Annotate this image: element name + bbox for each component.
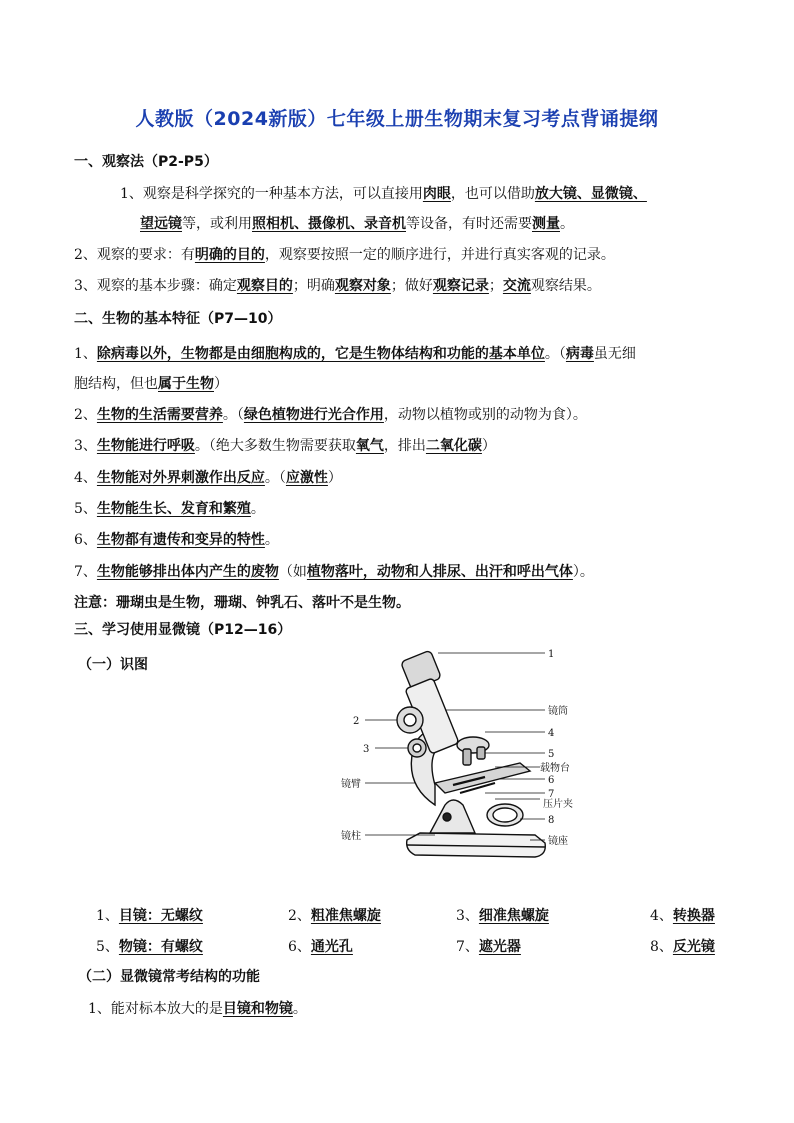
s1-paragraph-3 [74,276,732,296]
s2-item-4 [74,468,732,488]
text: 5、 [74,501,97,517]
text: （如 [278,564,307,580]
text: 。（ [222,407,244,423]
s3-function-1 [88,999,732,1019]
s2-item-6 [74,530,732,550]
text: 。 [560,216,574,232]
keyword: 目镜和物镜 [222,1001,293,1017]
text: 。（绝大多数生物需要获取 [194,438,356,454]
s2-note: 注意：珊瑚虫是生物，珊瑚、钟乳石、落叶不是生物。 [74,595,410,611]
text: 3、 [74,438,97,454]
text: ） [327,470,342,486]
text: 2、观察的要求：有 [74,247,195,263]
part-name: 反光镜 [672,939,715,955]
text: ； [488,278,503,294]
keyword: 肉眼 [422,186,451,202]
text: 。 [292,1001,307,1017]
text: 。 [250,501,265,517]
document-title: 人教版（2024新版）七年级上册生物期末复习考点背诵提纲 [135,108,659,130]
keyword: 除病毒以外，生物都是由细胞构成的，它是生物体结构和功能的基本单位 [96,346,545,362]
fig-label-2: 2 [353,716,360,727]
text: ，排出 [383,438,426,454]
part-6 [288,937,353,957]
microscope-figure [335,645,595,870]
keyword: 明确的目的 [194,247,265,263]
keyword: 植物落叶，动物和人排尿、出汗和呼出气体 [306,564,573,580]
keyword: 观察记录 [432,278,489,294]
s2-item-3 [74,436,732,456]
text: 。（ [544,346,566,362]
text: 等，或利用 [182,216,252,232]
keyword: 生物能生长、发育和繁殖 [96,501,251,517]
text: ；明确 [292,278,335,294]
text: ，动物以植物或别的动物为食）。 [383,407,587,423]
keyword: 生物的生活需要营养 [96,407,223,423]
fig-label-jingzuo: 镜座 [548,836,568,847]
fig-label-3: 3 [363,744,370,755]
keyword: 观察对象 [334,278,391,294]
s2-item-1-cont [74,374,732,394]
keyword: 照相机、摄像机、录音机 [252,216,406,232]
text: ）。 [572,564,594,580]
text: 3、观察的基本步骤：确定 [74,278,237,294]
text: 2、 [74,407,97,423]
part-name: 通光孔 [310,939,353,955]
part-8 [650,937,715,957]
keyword: 属于生物 [158,376,214,392]
keyword: 测量 [532,216,560,232]
part-name: 物镜：有螺纹 [118,939,203,955]
keyword: 绿色植物进行光合作用 [243,407,384,423]
part-name: 遮光器 [478,939,521,955]
text: 。 [264,532,279,548]
s2-item-5 [74,499,732,519]
sub-heading-identify-figure: （一）识图 [78,657,148,673]
section-1-heading: 一、观察法（P2-P5） [74,154,218,170]
text: ，观察要按照一定的顺序进行，并进行真实客观的记录。 [264,247,615,263]
keyword: 二氧化碳 [425,438,482,454]
fig-label-zaiwutai: 载物台 [540,763,570,774]
section-3-heading: 三、学习使用显微镜（P12—16） [74,622,292,638]
fig-label-7: 7 [548,789,555,800]
section-2-heading: 二、生物的基本特征（P7—10） [74,311,282,327]
keyword: 生物能够排出体内产生的废物 [96,564,279,580]
part-5 [96,937,203,957]
part-name: 粗准焦螺旋 [310,908,381,924]
text: 观察结果。 [530,278,601,294]
keyword: 氧气 [355,438,384,454]
s1-paragraph-2 [74,245,732,265]
part-number: 4、 [650,908,673,924]
part-number: 6、 [288,939,311,955]
keyword: 应激性 [285,470,328,486]
text: 胞结构，但也 [74,376,158,392]
keyword: 观察目的 [236,278,293,294]
microscope-illustration [335,645,595,870]
s1-paragraph-1-cont [140,214,732,234]
fig-label-yapianjia: 压片夹 [543,799,573,810]
keyword: 生物都有遗传和变异的特性 [96,532,265,548]
part-3 [456,906,549,926]
part-name: 转换器 [672,908,715,924]
keyword: 生物能进行呼吸 [96,438,195,454]
text: ；做好 [390,278,433,294]
s2-item-2 [74,405,732,425]
keyword: 交流 [502,278,531,294]
sub-heading-functions: （二）显微镜常考结构的功能 [78,969,260,985]
s1-paragraph-1 [120,184,732,204]
part-1 [96,906,203,926]
part-number: 5、 [96,939,119,955]
text: 。（ [264,470,286,486]
part-number: 7、 [456,939,479,955]
part-name: 细准焦螺旋 [478,908,549,924]
text: 1、观察是科学探究的一种基本方法，可以直接用 [120,186,423,202]
keyword: 放大镜、显微镜、 [534,186,647,202]
text: 1、 [74,346,97,362]
keyword: 生物能对外界刺激作出反应 [96,470,265,486]
fig-label-6: 6 [548,775,555,786]
part-7 [456,937,521,957]
fig-label-jingtong: 镜筒 [548,706,568,717]
fig-label-1: 1 [548,649,555,660]
text: ） [481,438,496,454]
fig-label-jingbi: 镜臂 [341,779,361,790]
part-number: 8、 [650,939,673,955]
part-4 [650,906,715,926]
part-number: 2、 [288,908,311,924]
text: 7、 [74,564,97,580]
part-number: 3、 [456,908,479,924]
fig-label-5: 5 [548,749,555,760]
text: 虽无细 [593,346,636,362]
text: ） [214,376,228,392]
text: 1、能对标本放大的是 [88,1001,223,1017]
s2-item-7 [74,562,732,582]
keyword: 望远镜 [140,216,182,232]
fig-label-4: 4 [548,728,555,739]
text: 等设备，有时还需要 [406,216,532,232]
keyword: 病毒 [565,346,594,362]
part-number: 1、 [96,908,119,924]
s2-item-1 [74,344,732,364]
text: 6、 [74,532,97,548]
text: 4、 [74,470,97,486]
fig-label-jingzhu: 镜柱 [341,831,361,842]
part-2 [288,906,381,926]
part-name: 目镜：无螺纹 [118,908,203,924]
text: ，也可以借助 [450,186,535,202]
fig-label-8: 8 [548,815,555,826]
